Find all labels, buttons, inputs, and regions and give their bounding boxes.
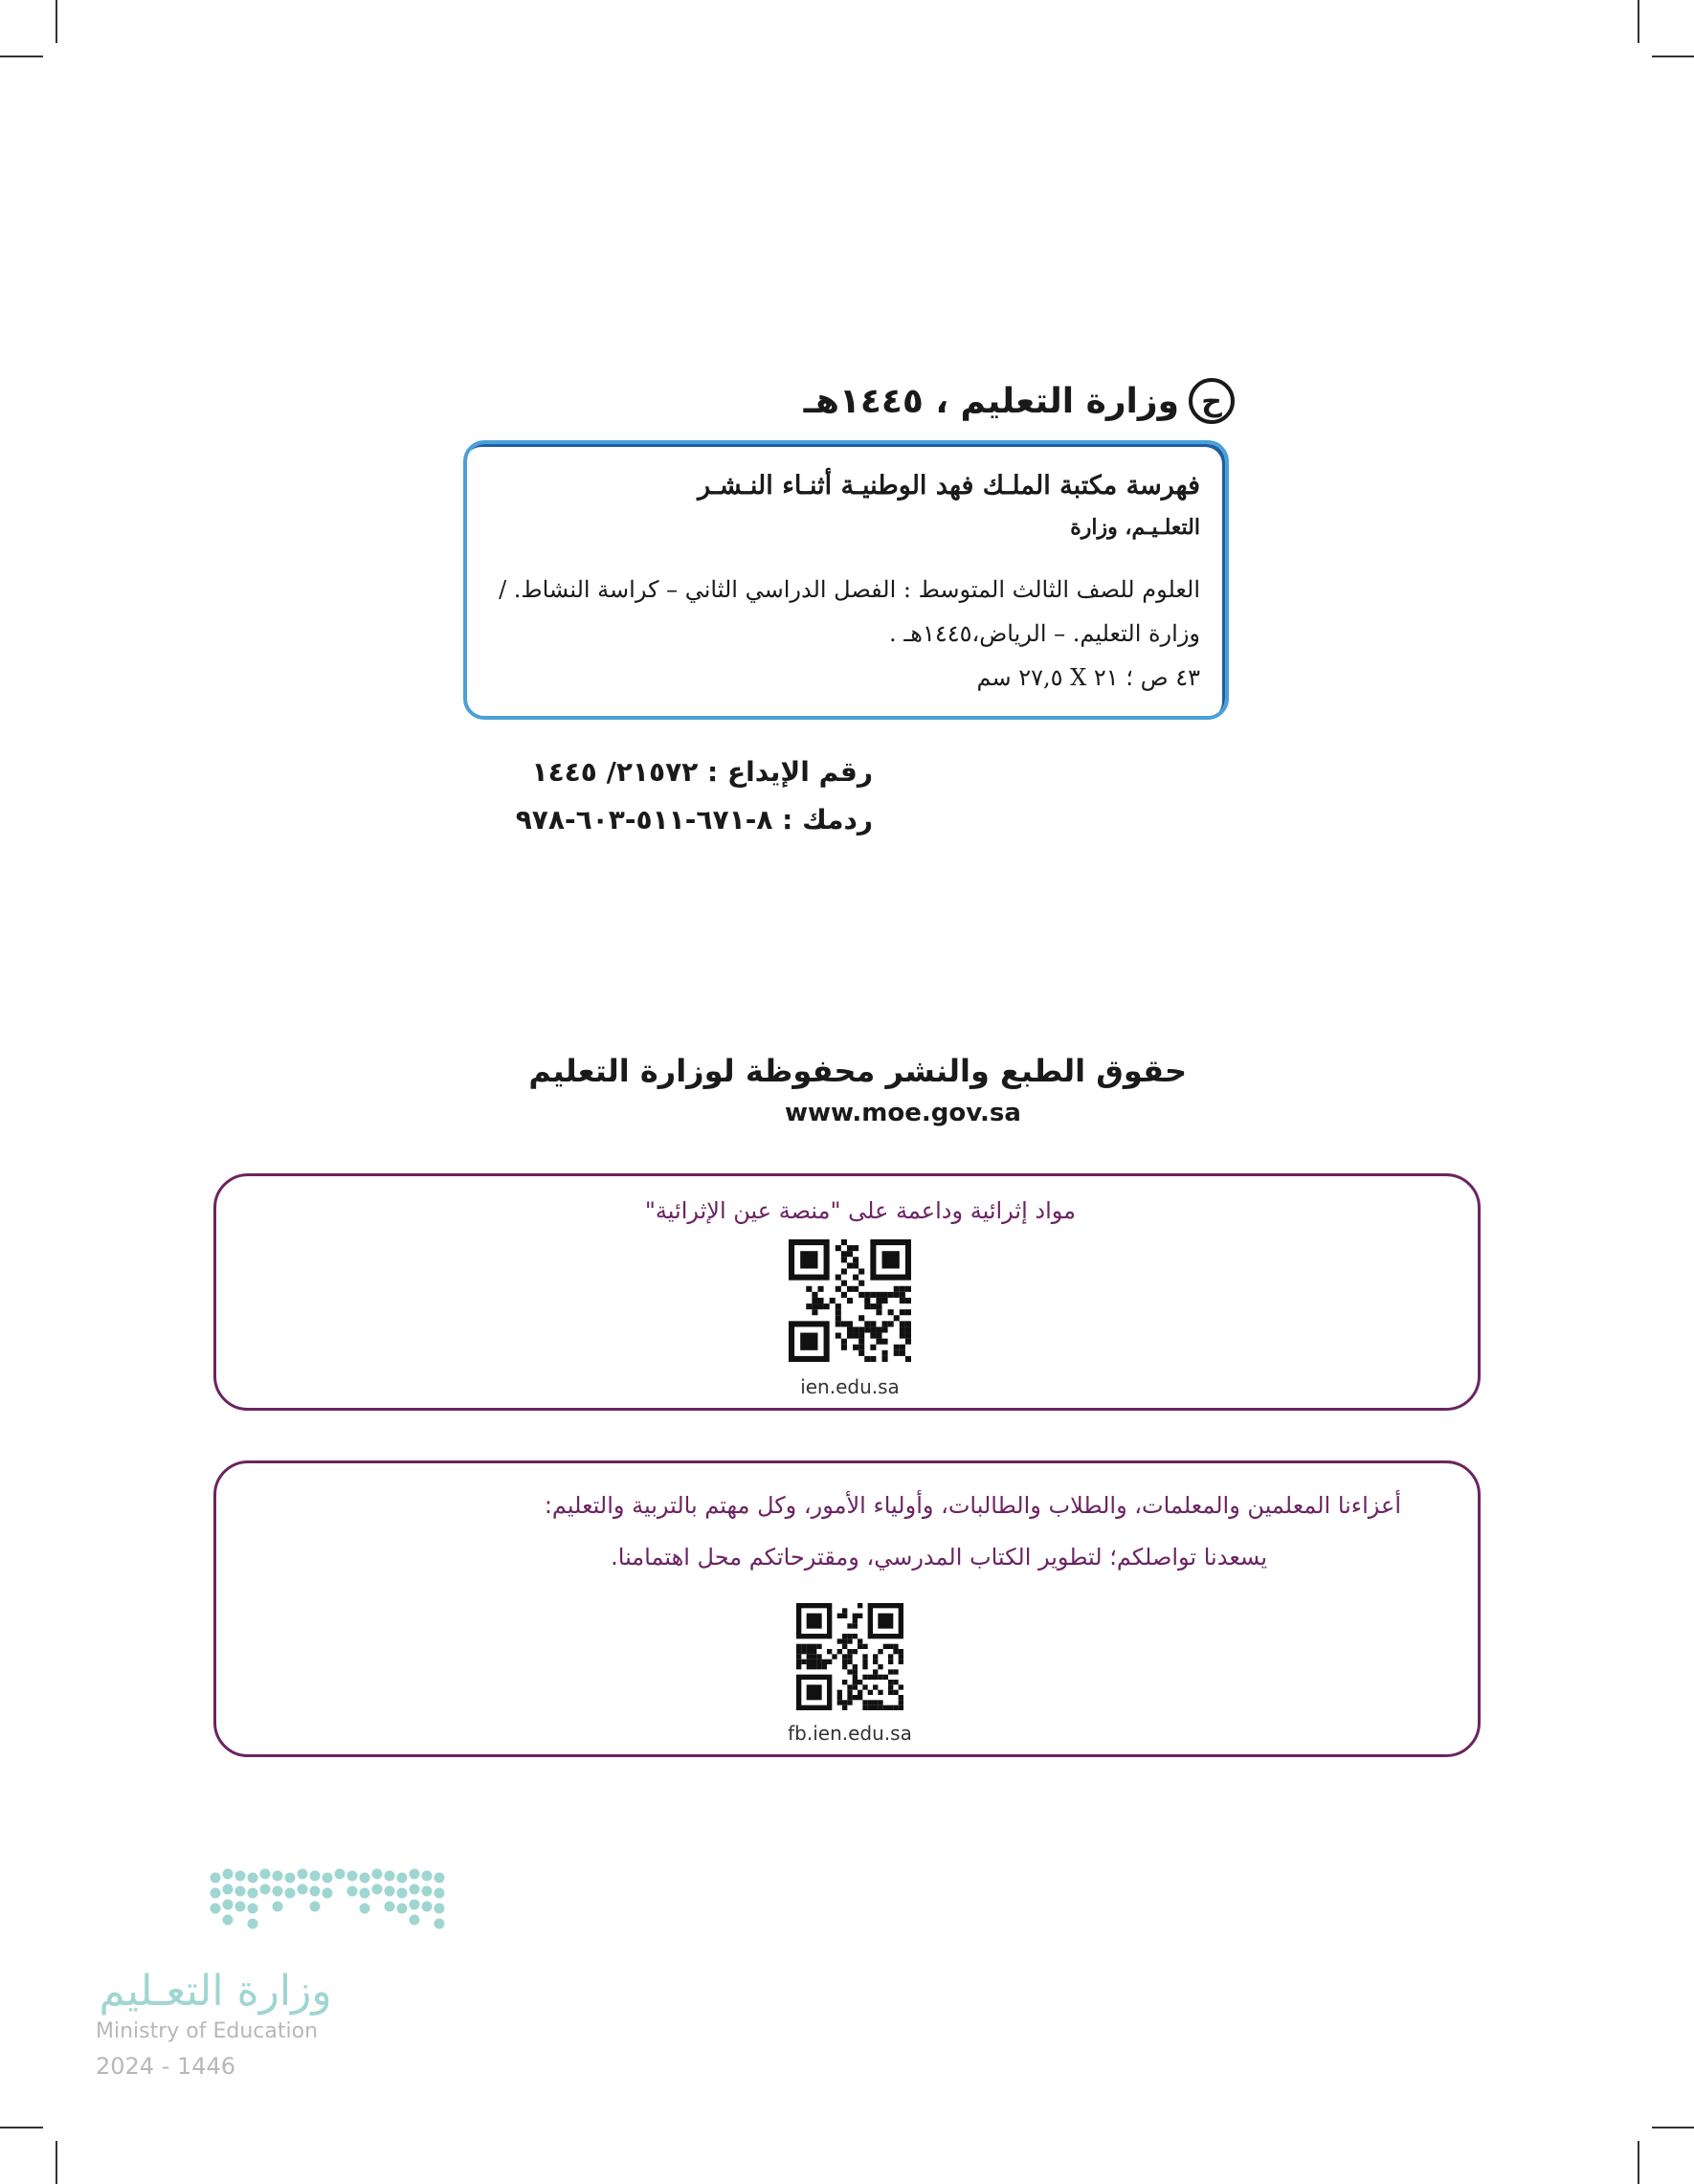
feedback-message: يسعدنا تواصلكم؛ لتطوير الكتاب المدرسي، ومقترحاتكم محل اهتمامنا. — [611, 1544, 1267, 1571]
crop-mark — [0, 56, 43, 57]
ministry-logo-english: Ministry of Education — [96, 2019, 319, 2043]
ien-url[interactable]: ien.edu.sa — [800, 1375, 900, 1398]
catalog-publisher-line: وزارة التعليم. – الرياض،١٤٤٥هـ . — [889, 620, 1200, 647]
feedback-box — [213, 1460, 1481, 1757]
ministry-logo-arabic: وزارة التعـليم — [99, 1967, 332, 2016]
ministry-logo-year: 2024 - 1446 — [96, 2053, 236, 2080]
rights-statement: حقوق الطبع والنشر محفوظة لوزارة التعليم — [528, 1053, 1187, 1089]
isbn — [516, 804, 873, 836]
feedback-qr-code[interactable] — [796, 1603, 903, 1710]
crop-mark — [56, 0, 57, 43]
copyright-text: وزارة التعليم ، ١٤٤٥هـ — [803, 381, 1179, 421]
deposit-number — [531, 756, 873, 788]
feedback-url[interactable]: fb.ien.edu.sa — [788, 1722, 912, 1745]
crop-mark — [56, 2141, 57, 2184]
feedback-greeting: أعزاءنا المعلمين والمعلمات، والطلاب والطالبات، وأولياء الأمور، وكل مهتم بالتربية والتعليم: — [544, 1492, 1401, 1519]
catalog-pages-line: ٤٣ ص ؛ ٢١ X ٢٧,٥ سم — [976, 664, 1200, 691]
deposit-number-label: رقم الإيداع : — [707, 756, 873, 788]
catalog-author: التعلـيـم، وزارة — [1070, 515, 1200, 540]
deposit-number-value: ٢١٥٧٢/ ١٤٤٥ — [531, 756, 699, 788]
crop-mark — [0, 2127, 43, 2128]
copyright-line — [804, 378, 1235, 424]
website-link[interactable]: www.moe.gov.sa — [785, 1099, 1021, 1127]
crop-mark — [1638, 0, 1639, 43]
crop-mark — [1652, 2127, 1694, 2128]
isbn-label: ردمك : — [782, 804, 873, 836]
catalog-title-line: العلوم للصف الثالث المتوسط : الفصل الدراسي الثاني – كراسة النشاط. / — [499, 576, 1200, 603]
crop-mark — [1652, 56, 1694, 57]
ien-qr-code[interactable] — [789, 1239, 911, 1362]
ien-platform-text: مواد إثرائية وداعمة على "منصة عين الإثرائية" — [644, 1197, 1076, 1224]
ien-platform-box — [213, 1173, 1481, 1411]
cataloging-box — [463, 440, 1229, 720]
copyright-symbol: ح — [1189, 378, 1235, 424]
catalog-heading: فهرسة مكتبة الملـك فهد الوطنيـة أثنـاء النـشـر — [698, 471, 1200, 501]
isbn-value: ٨-٦٧١-٥١١-٦٠٣-٩٧٨ — [515, 804, 773, 836]
crop-mark — [1638, 2141, 1639, 2184]
ministry-logo-dots — [206, 1866, 455, 1956]
